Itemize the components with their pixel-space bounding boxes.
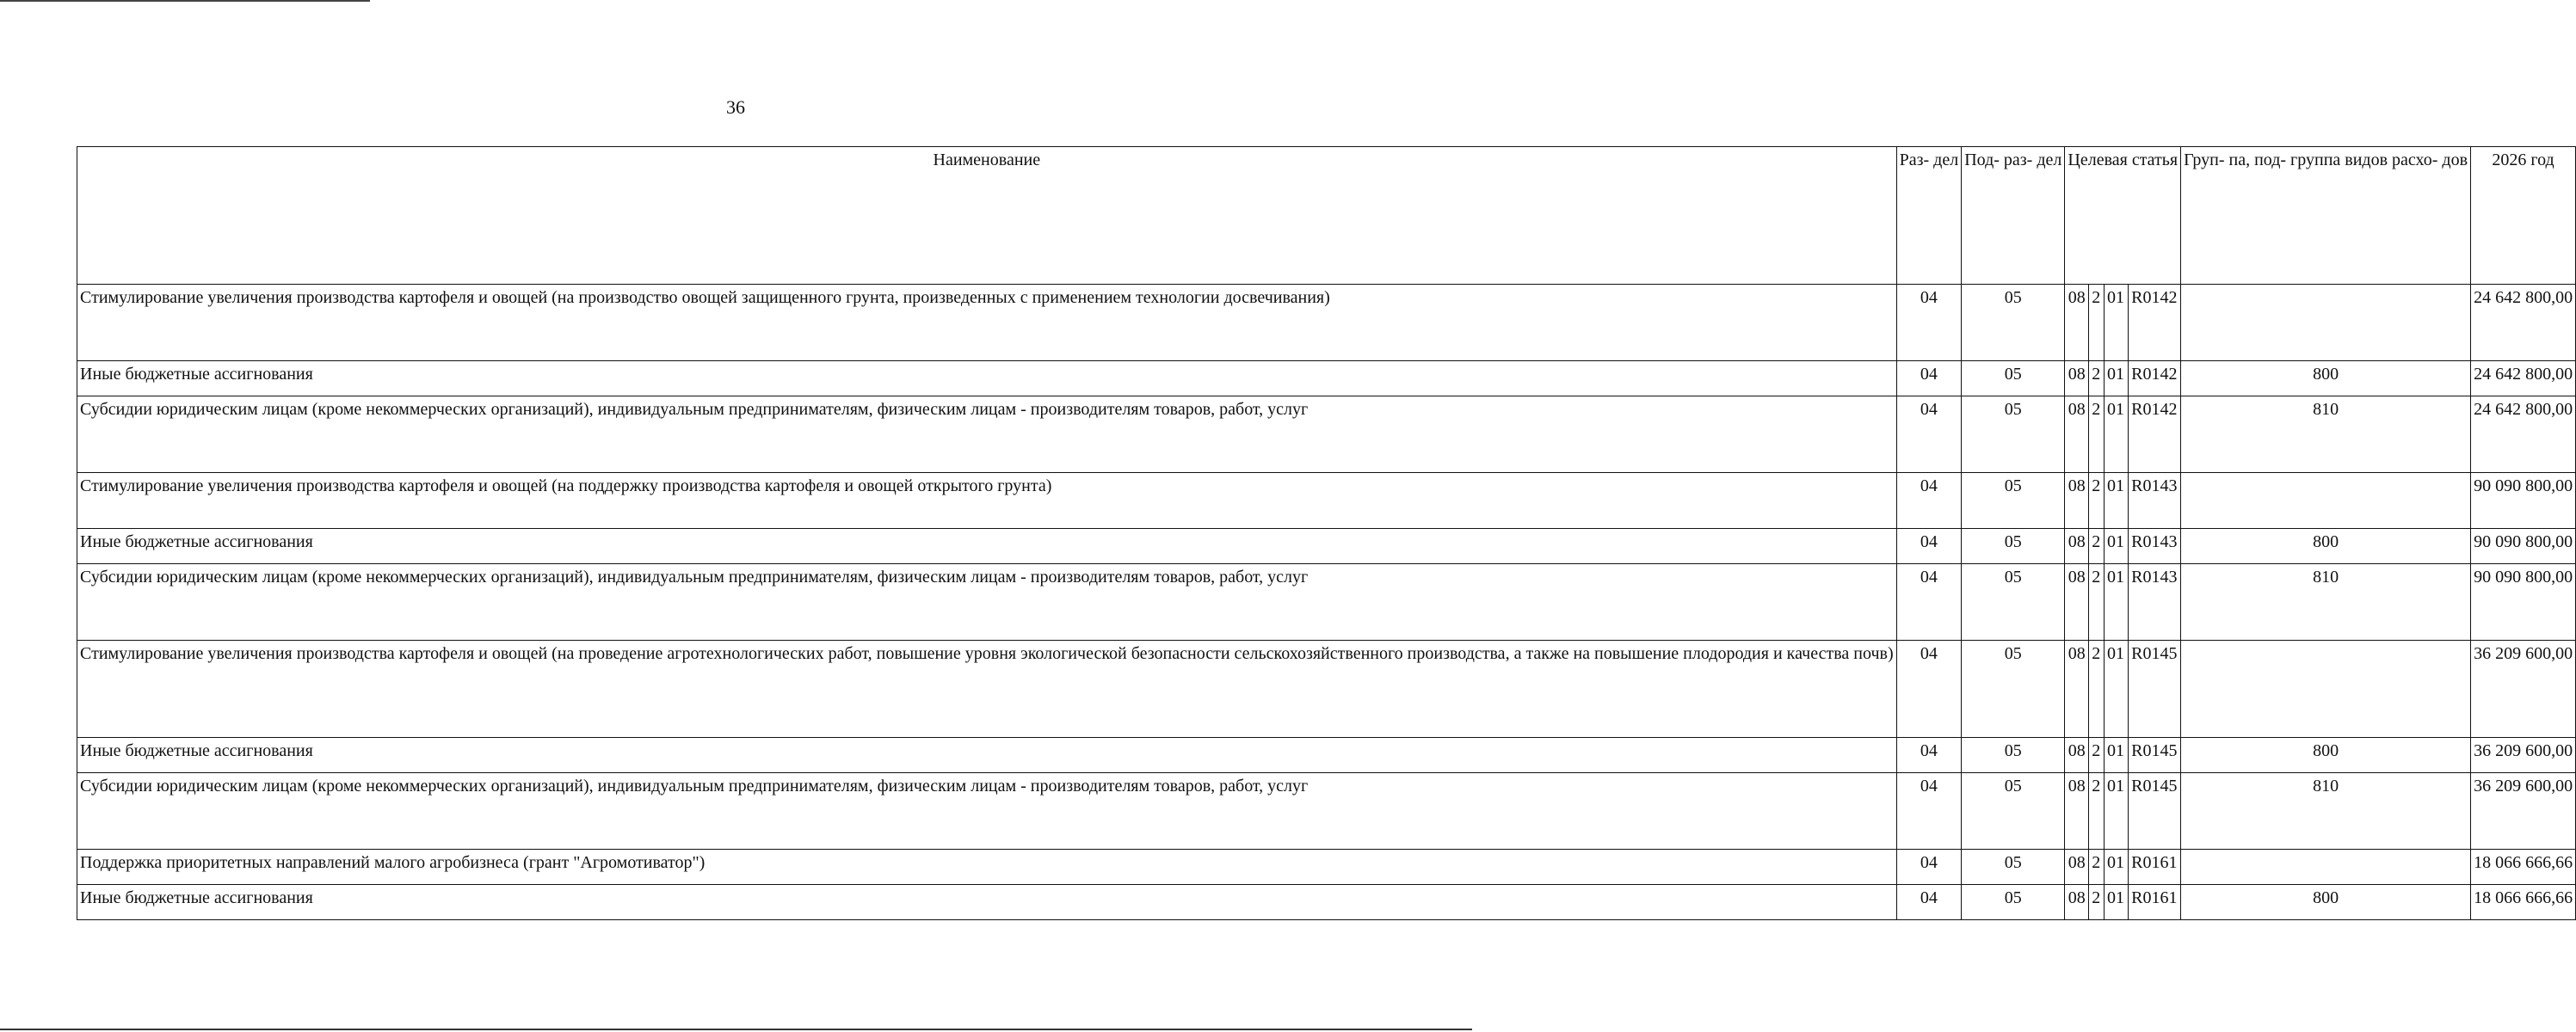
row-subprogram-code: 2 [2089, 529, 2105, 564]
row-event-code: 01 [2104, 473, 2128, 529]
row-subprogram-code: 2 [2089, 361, 2105, 396]
row-event-code: 01 [2104, 396, 2128, 473]
row-name: Иные бюджетные ассигнования [77, 361, 1897, 396]
row-subprogram-code: 2 [2089, 396, 2105, 473]
row-expense-group: 800 [2181, 885, 2471, 920]
page-number: 36 [726, 96, 745, 118]
row-direction-code: R0145 [2128, 738, 2181, 773]
row-subprogram-code: 2 [2089, 473, 2105, 529]
row-direction-code: R0142 [2128, 285, 2181, 361]
row-event-code: 01 [2104, 641, 2128, 738]
table-row [77, 885, 2576, 920]
row-amount: 24 642 800,00 [2471, 361, 2576, 396]
row-razdel: 04 [1896, 529, 1962, 564]
row-amount: 18 066 666,66 [2471, 885, 2576, 920]
row-amount: 90 090 800,00 [2471, 564, 2576, 641]
row-subprogram-code: 2 [2089, 773, 2105, 850]
row-razdel: 04 [1896, 473, 1962, 529]
table-row [77, 850, 2576, 885]
row-razdel: 04 [1896, 850, 1962, 885]
row-expense-group: 800 [2181, 738, 2471, 773]
row-event-code: 01 [2104, 773, 2128, 850]
row-expense-group [2181, 473, 2471, 529]
row-amount: 18 066 666,66 [2471, 850, 2576, 885]
row-razdel: 04 [1896, 773, 1962, 850]
row-name: Иные бюджетные ассигнования [77, 738, 1897, 773]
row-razdel: 04 [1896, 361, 1962, 396]
header-target-article: Целевая статья [2065, 147, 2181, 285]
row-razdel: 04 [1896, 396, 1962, 473]
row-program-code: 08 [2065, 773, 2089, 850]
row-name: Субсидии юридическим лицам (кроме некоммерческих организаций), индивидуальным предпринимателям, физическим лицам - производителям товаров, работ, услуг [77, 773, 1897, 850]
row-event-code: 01 [2104, 285, 2128, 361]
row-program-code: 08 [2065, 529, 2089, 564]
row-amount: 36 209 600,00 [2471, 641, 2576, 738]
row-podrazdel: 05 [1962, 396, 2065, 473]
row-amount: 24 642 800,00 [2471, 396, 2576, 473]
row-program-code: 08 [2065, 361, 2089, 396]
row-direction-code: R0142 [2128, 361, 2181, 396]
row-expense-group [2181, 285, 2471, 361]
row-podrazdel: 05 [1962, 529, 2065, 564]
scan-edge-top [0, 0, 370, 2]
row-event-code: 01 [2104, 529, 2128, 564]
table-row [77, 529, 2576, 564]
table-row [77, 738, 2576, 773]
row-event-code: 01 [2104, 738, 2128, 773]
row-program-code: 08 [2065, 641, 2089, 738]
row-name: Стимулирование увеличения производства картофеля и овощей (на производство овощей защищенного грунта, произведенных с применением технологии досвечивания) [77, 285, 1897, 361]
row-event-code: 01 [2104, 361, 2128, 396]
row-program-code: 08 [2065, 285, 2089, 361]
header-razdel: Раз- дел [1896, 147, 1962, 285]
row-event-code: 01 [2104, 885, 2128, 920]
row-expense-group: 810 [2181, 773, 2471, 850]
row-program-code: 08 [2065, 396, 2089, 473]
scan-edge-bottom [0, 1029, 1472, 1030]
row-amount: 90 090 800,00 [2471, 473, 2576, 529]
table-header-row [77, 147, 2576, 285]
row-expense-group: 810 [2181, 396, 2471, 473]
row-name: Стимулирование увеличения производства картофеля и овощей (на проведение агротехнологических работ, повышение уровня экологической безопасности сельскохозяйственного производства, а также на повышение плодородия и качества почв) [77, 641, 1897, 738]
row-amount: 90 090 800,00 [2471, 529, 2576, 564]
row-podrazdel: 05 [1962, 361, 2065, 396]
row-expense-group: 800 [2181, 529, 2471, 564]
row-podrazdel: 05 [1962, 564, 2065, 641]
row-program-code: 08 [2065, 564, 2089, 641]
row-direction-code: R0145 [2128, 773, 2181, 850]
table-row [77, 285, 2576, 361]
row-name: Поддержка приоритетных направлений малого агробизнеса (грант "Агромотиватор") [77, 850, 1897, 885]
table-row [77, 473, 2576, 529]
row-direction-code: R0142 [2128, 396, 2181, 473]
table-row [77, 773, 2576, 850]
row-program-code: 08 [2065, 850, 2089, 885]
row-podrazdel: 05 [1962, 285, 2065, 361]
row-razdel: 04 [1896, 885, 1962, 920]
header-name: Наименование [77, 147, 1897, 285]
header-podrazdel: Под- раз- дел [1962, 147, 2065, 285]
row-razdel: 04 [1896, 641, 1962, 738]
row-event-code: 01 [2104, 850, 2128, 885]
row-podrazdel: 05 [1962, 850, 2065, 885]
row-event-code: 01 [2104, 564, 2128, 641]
row-amount: 36 209 600,00 [2471, 773, 2576, 850]
row-expense-group: 800 [2181, 361, 2471, 396]
table-row [77, 361, 2576, 396]
row-program-code: 08 [2065, 738, 2089, 773]
header-year: 2026 год [2471, 147, 2576, 285]
row-subprogram-code: 2 [2089, 885, 2105, 920]
row-razdel: 04 [1896, 564, 1962, 641]
row-razdel: 04 [1896, 738, 1962, 773]
row-direction-code: R0143 [2128, 473, 2181, 529]
row-amount: 36 209 600,00 [2471, 738, 2576, 773]
row-amount: 24 642 800,00 [2471, 285, 2576, 361]
row-subprogram-code: 2 [2089, 641, 2105, 738]
row-direction-code: R0161 [2128, 885, 2181, 920]
table-row [77, 641, 2576, 738]
row-podrazdel: 05 [1962, 885, 2065, 920]
row-subprogram-code: 2 [2089, 850, 2105, 885]
row-expense-group: 810 [2181, 564, 2471, 641]
row-name: Иные бюджетные ассигнования [77, 885, 1897, 920]
row-name: Субсидии юридическим лицам (кроме некоммерческих организаций), индивидуальным предпринимателям, физическим лицам - производителям товаров, работ, услуг [77, 564, 1897, 641]
row-expense-group [2181, 641, 2471, 738]
row-direction-code: R0161 [2128, 850, 2181, 885]
table-row [77, 396, 2576, 473]
row-name: Стимулирование увеличения производства картофеля и овощей (на поддержку производства картофеля и овощей открытого грунта) [77, 473, 1897, 529]
row-podrazdel: 05 [1962, 473, 2065, 529]
row-program-code: 08 [2065, 885, 2089, 920]
row-subprogram-code: 2 [2089, 738, 2105, 773]
row-name: Иные бюджетные ассигнования [77, 529, 1897, 564]
row-podrazdel: 05 [1962, 738, 2065, 773]
row-expense-group [2181, 850, 2471, 885]
row-podrazdel: 05 [1962, 641, 2065, 738]
row-name: Субсидии юридическим лицам (кроме некоммерческих организаций), индивидуальным предпринимателям, физическим лицам - производителям товаров, работ, услуг [77, 396, 1897, 473]
row-program-code: 08 [2065, 473, 2089, 529]
header-expense-group: Груп- па, под- группа видов расхо- дов [2181, 147, 2471, 285]
row-subprogram-code: 2 [2089, 285, 2105, 361]
row-direction-code: R0143 [2128, 529, 2181, 564]
row-razdel: 04 [1896, 285, 1962, 361]
table-row [77, 564, 2576, 641]
row-direction-code: R0145 [2128, 641, 2181, 738]
budget-table [77, 146, 2576, 920]
row-direction-code: R0143 [2128, 564, 2181, 641]
row-podrazdel: 05 [1962, 773, 2065, 850]
row-subprogram-code: 2 [2089, 564, 2105, 641]
